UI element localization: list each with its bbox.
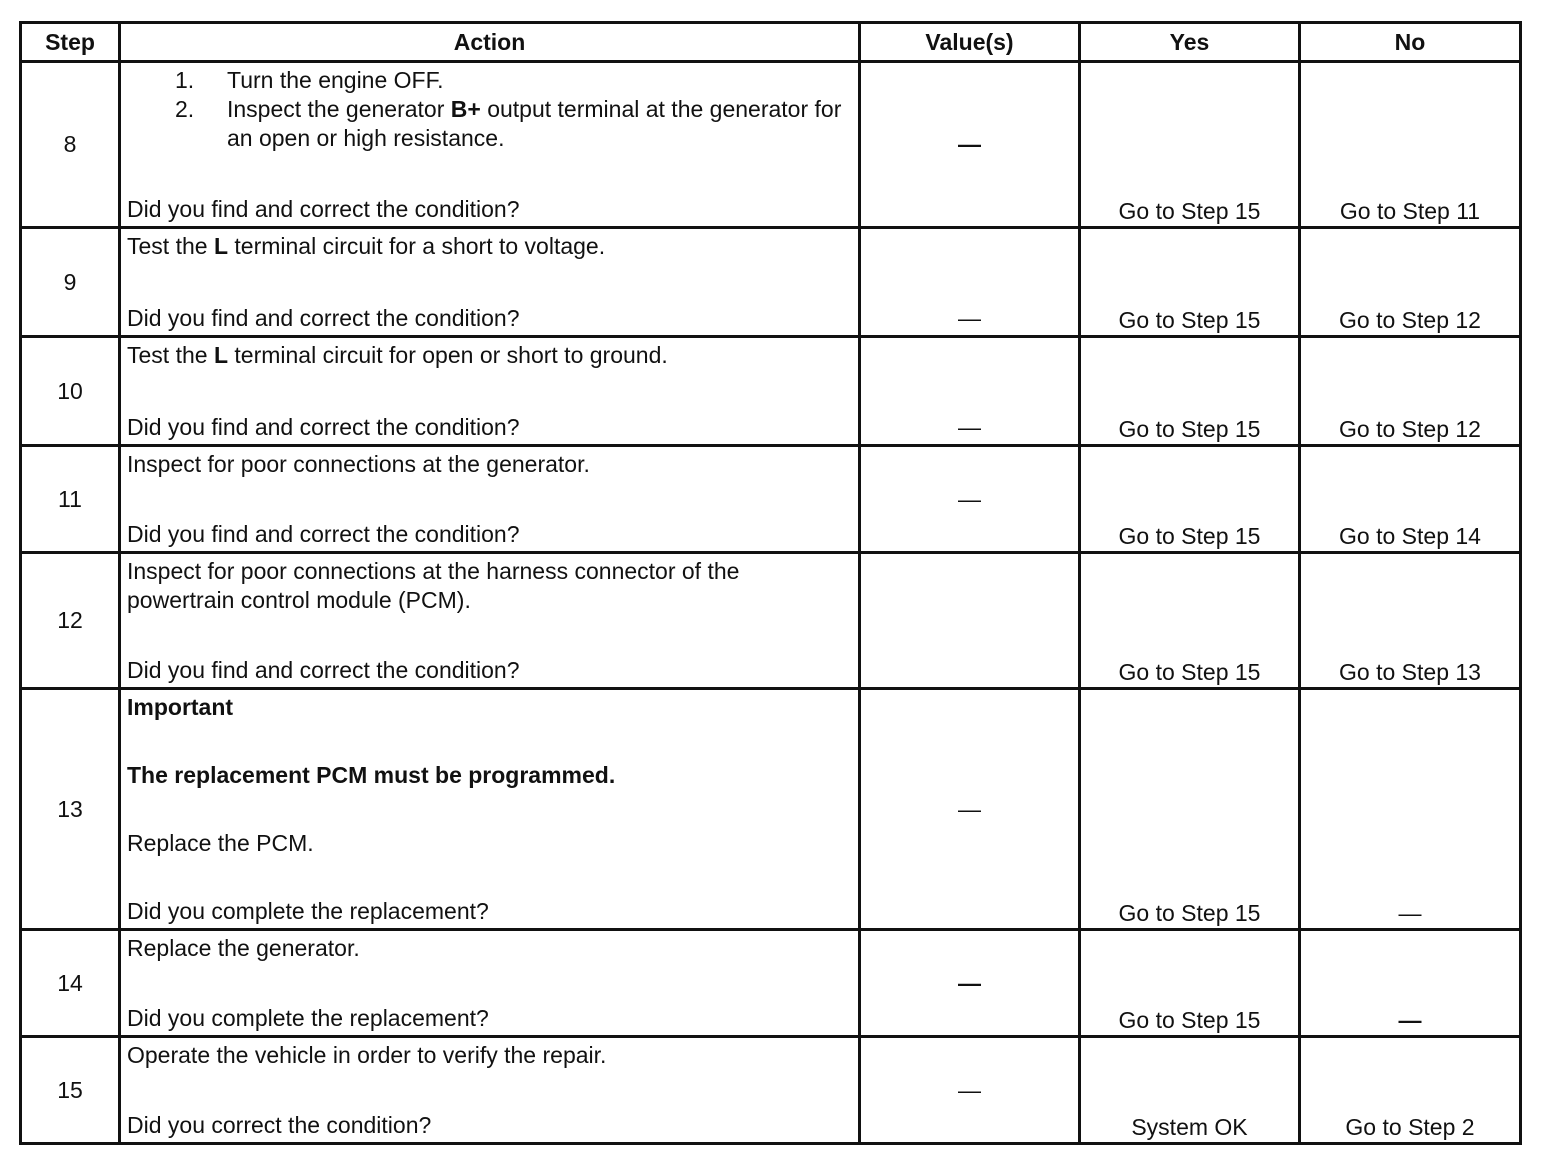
- yes-cell: Go to Step 15: [1080, 446, 1300, 553]
- header-step: Step: [21, 23, 120, 62]
- action-text: [127, 341, 852, 370]
- terminal-label: L: [213, 342, 228, 368]
- step-number: 9: [21, 228, 120, 337]
- yes-cell: System OK: [1080, 1037, 1300, 1144]
- action-question: Did you find and correct the condition?: [127, 521, 520, 547]
- terminal-label: L: [213, 233, 228, 259]
- step-number: 12: [21, 553, 120, 689]
- no-cell: Go to Step 14: [1300, 446, 1521, 553]
- value-cell: [860, 553, 1080, 689]
- action-question: Did you find and correct the condition?: [127, 414, 520, 440]
- yes-cell: Go to Step 15: [1080, 228, 1300, 337]
- action-question: Did you find and correct the condition?: [127, 305, 520, 331]
- value-dash: —: [958, 969, 981, 996]
- action-cell: [120, 553, 860, 689]
- table-row-step-8: [21, 62, 1521, 228]
- list-item-number: 2.: [175, 96, 195, 122]
- value-cell: [860, 689, 1080, 930]
- action-cell: [120, 62, 860, 228]
- important-heading: Important: [127, 694, 234, 720]
- value-dash: —: [958, 131, 981, 157]
- no-cell: Go to Step 11: [1300, 62, 1521, 228]
- table-row-step-9: [21, 228, 1521, 337]
- step-number: 11: [21, 446, 120, 553]
- list-item: [127, 95, 852, 153]
- value-dash: —: [958, 305, 981, 331]
- value-cell: [860, 228, 1080, 337]
- list-item-text-post: output terminal at the generator for an open or high resistance.: [227, 96, 842, 151]
- value-dash: —: [958, 485, 981, 512]
- action-question: Did you correct the condition?: [127, 1112, 432, 1138]
- value-cell: [860, 1037, 1080, 1144]
- value-dash: —: [958, 795, 981, 822]
- value-cell: [860, 446, 1080, 553]
- terminal-label: B+: [450, 96, 481, 122]
- no-cell: Go to Step 12: [1300, 228, 1521, 337]
- no-cell: Go to Step 13: [1300, 553, 1521, 689]
- action-text: Replace the PCM.: [127, 830, 314, 856]
- action-cell: [120, 930, 860, 1037]
- yes-cell: Go to Step 15: [1080, 337, 1300, 446]
- action-cell: [120, 228, 860, 337]
- no-cell: [1300, 689, 1521, 930]
- yes-cell: Go to Step 15: [1080, 62, 1300, 228]
- action-question: Did you complete the replacement?: [127, 1005, 489, 1031]
- step-number: 13: [21, 689, 120, 930]
- table-row-step-14: [21, 930, 1521, 1037]
- action-text: Inspect for poor connections at the harness connector of the powertrain control module (PCM).: [127, 558, 740, 613]
- diagnostic-table: [19, 21, 1522, 1145]
- no-cell: [1300, 930, 1521, 1037]
- no-cell: Go to Step 12: [1300, 337, 1521, 446]
- value-cell: [860, 62, 1080, 228]
- step-number: 8: [21, 62, 120, 228]
- action-text-pre: Test the: [127, 233, 214, 259]
- table-row-step-13: [21, 689, 1521, 930]
- step-number: 15: [21, 1037, 120, 1144]
- value-cell: [860, 337, 1080, 446]
- action-question: Did you find and correct the condition?: [127, 196, 520, 222]
- action-question: Did you find and correct the condition?: [127, 657, 520, 683]
- action-question: Did you complete the replacement?: [127, 898, 489, 924]
- list-item-text-pre: Inspect the generator: [227, 96, 451, 122]
- header-yes: Yes: [1080, 23, 1300, 62]
- action-cell: [120, 689, 860, 930]
- value-cell: [860, 930, 1080, 1037]
- table-row-step-15: [21, 1037, 1521, 1144]
- no-dash: —: [1398, 900, 1422, 926]
- no-dash: —: [1398, 1007, 1422, 1033]
- list-item: [127, 66, 852, 95]
- action-text: Inspect for poor connections at the generator.: [127, 451, 590, 477]
- action-list: [127, 66, 852, 153]
- yes-cell: Go to Step 15: [1080, 689, 1300, 930]
- yes-cell: Go to Step 15: [1080, 930, 1300, 1037]
- header-no: No: [1300, 23, 1521, 62]
- yes-cell: Go to Step 15: [1080, 553, 1300, 689]
- header-row: [21, 23, 1521, 62]
- step-number: 14: [21, 930, 120, 1037]
- table-row-step-10: [21, 337, 1521, 446]
- table-row-step-11: [21, 446, 1521, 553]
- step-number: 10: [21, 337, 120, 446]
- action-cell: [120, 1037, 860, 1144]
- header-values: Value(s): [860, 23, 1080, 62]
- important-note: The replacement PCM must be programmed.: [127, 762, 616, 788]
- no-cell: Go to Step 2: [1300, 1037, 1521, 1144]
- action-text: [127, 232, 852, 261]
- action-text-pre: Test the: [127, 342, 214, 368]
- action-text: Replace the generator.: [127, 935, 360, 961]
- action-text-post: terminal circuit for a short to voltage.: [228, 233, 606, 259]
- list-item-text: [227, 95, 852, 153]
- value-dash: —: [958, 414, 981, 440]
- table-row-step-12: [21, 553, 1521, 689]
- value-dash: —: [958, 1076, 981, 1103]
- action-cell: [120, 337, 860, 446]
- list-item-text: Turn the engine OFF.: [227, 67, 444, 93]
- action-text: Operate the vehicle in order to verify the repair.: [127, 1042, 607, 1068]
- action-text-post: terminal circuit for open or short to ground.: [228, 342, 668, 368]
- list-item-number: 1.: [175, 67, 195, 93]
- action-cell: [120, 446, 860, 553]
- header-action: Action: [120, 23, 860, 62]
